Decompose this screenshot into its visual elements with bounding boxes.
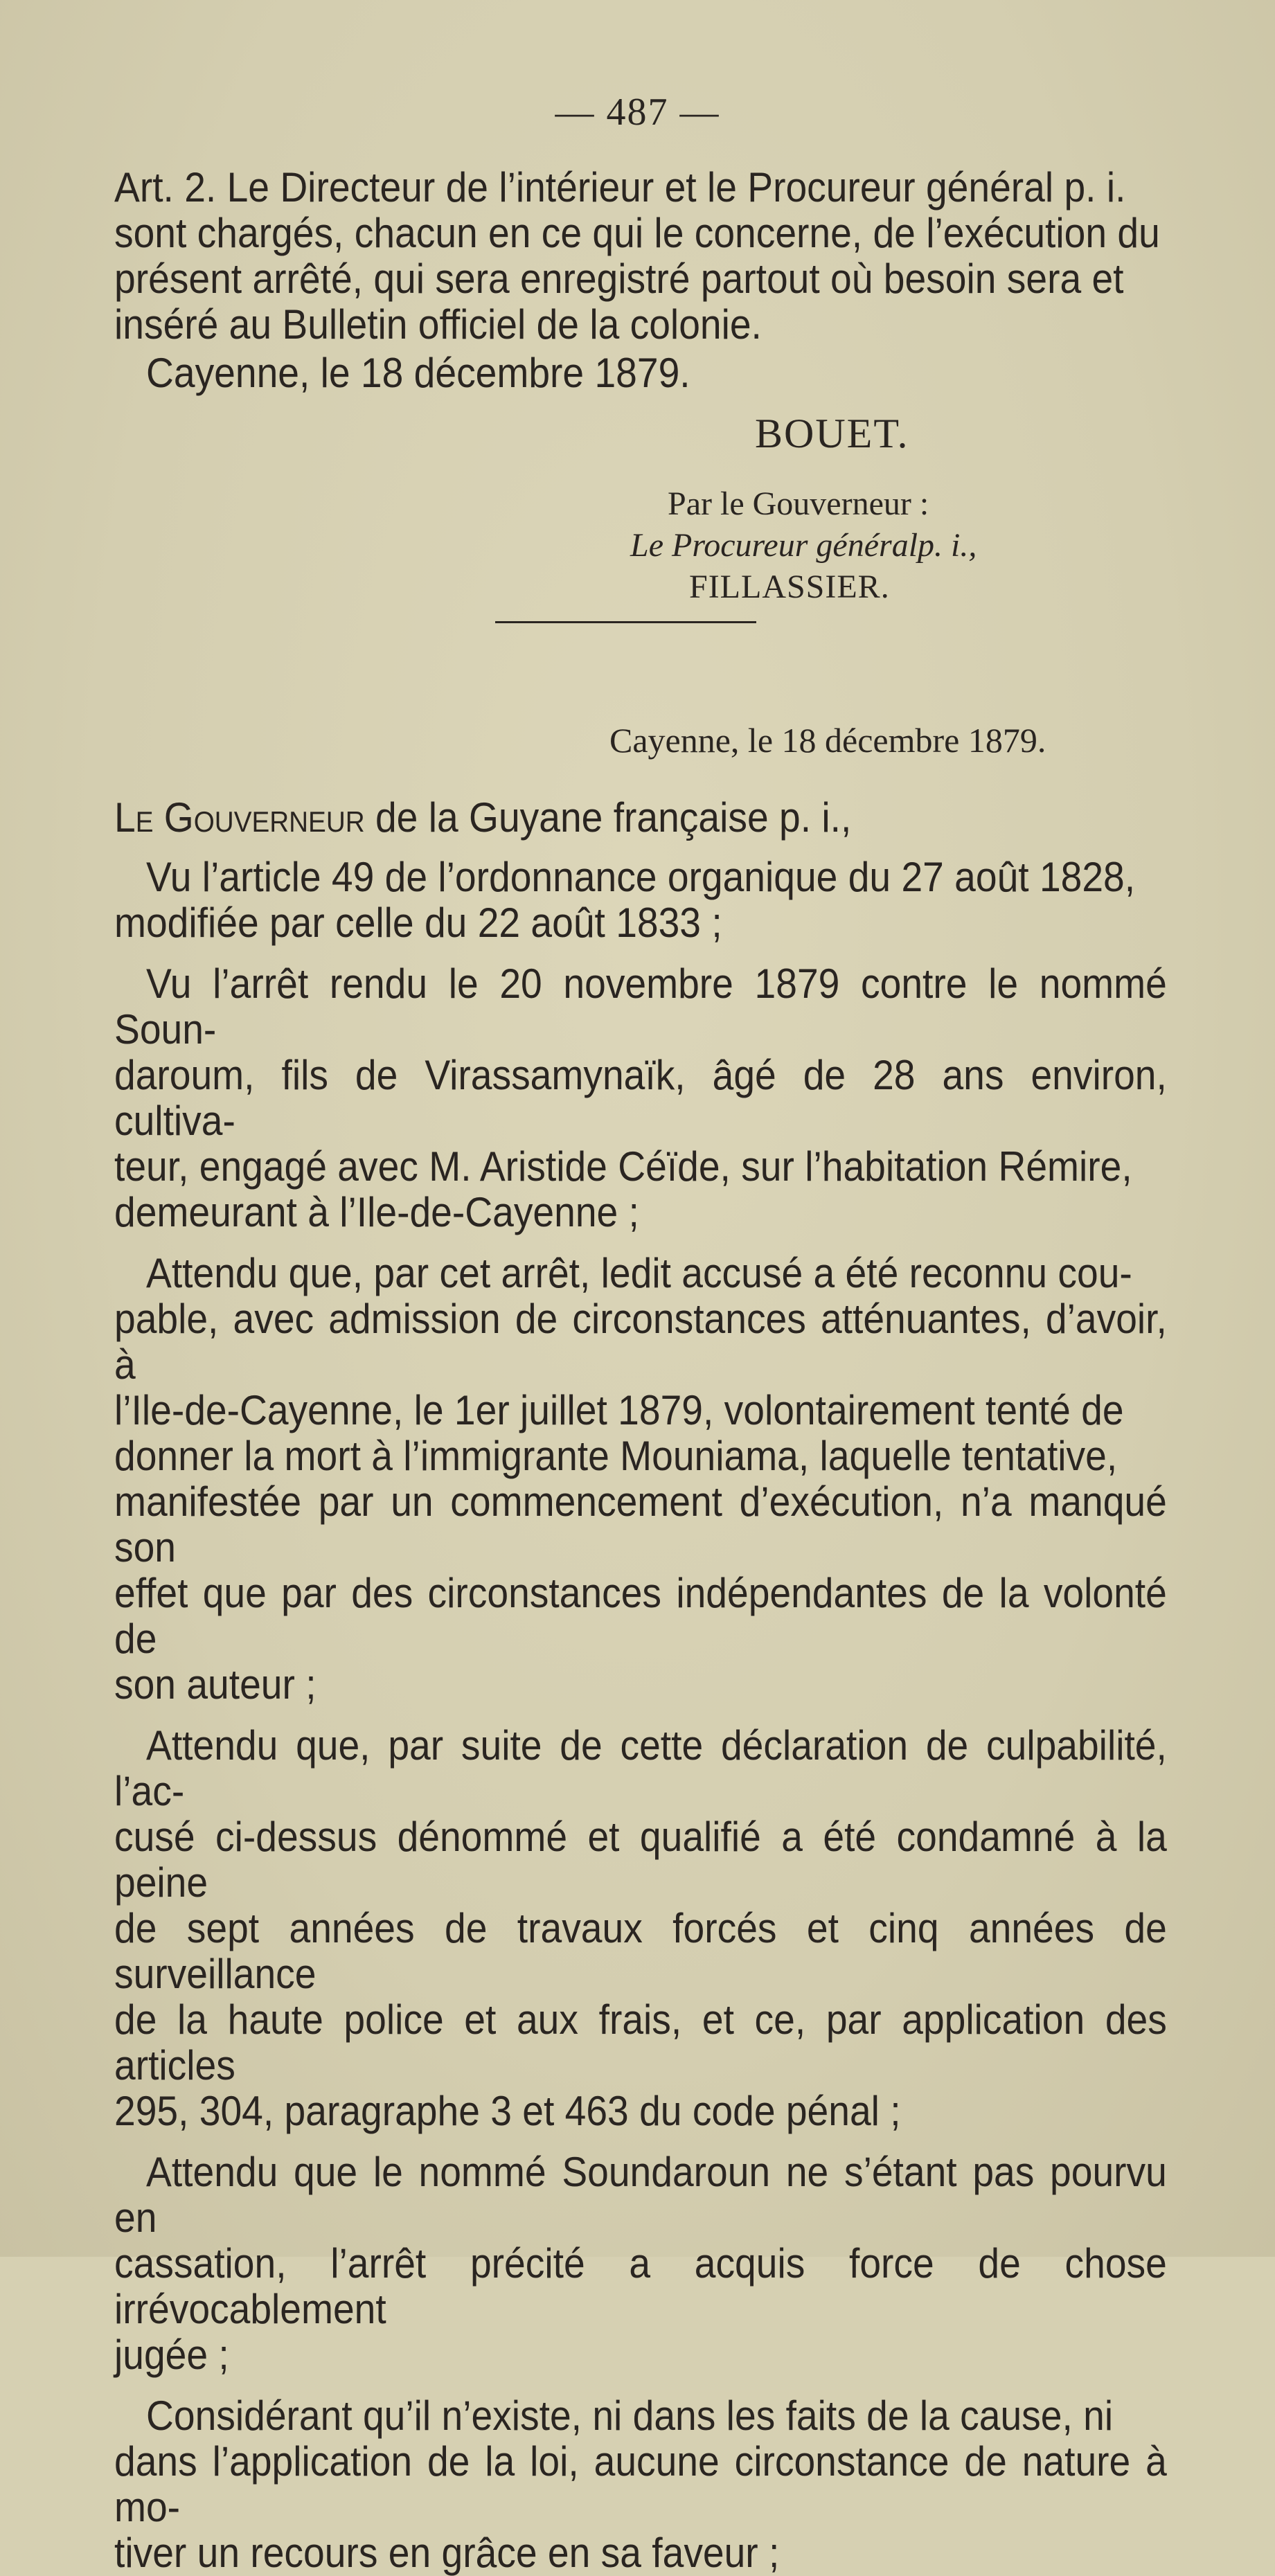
text-line: daroum, fils de Virassamynaïk, âgé de 28 ans environ, cultiva- bbox=[114, 1052, 1167, 1144]
signature-name: BOUET. bbox=[755, 411, 909, 456]
text-line: donner la mort à l’immigrante Mouniama, laquelle tentative, bbox=[114, 1433, 1118, 1479]
text-line: sont chargés, chacun en ce qui le concerne, de l’exécution du bbox=[114, 210, 1160, 256]
text-line: Vu l’article 49 de l’ordonnance organique du 27 août 1828, bbox=[146, 854, 1136, 900]
decree-body bbox=[114, 795, 1167, 2576]
decree-heading bbox=[114, 795, 1167, 841]
text-line: de sept années de travaux forcés et cinq années de surveillance bbox=[114, 1905, 1167, 1997]
article-2 bbox=[114, 165, 1167, 396]
page-number: — 487 — bbox=[555, 91, 720, 134]
text-line: Considérant qu’il n’existe, ni dans les faits de la cause, ni bbox=[146, 2392, 1114, 2439]
signature-by: Par le Gouverneur : bbox=[668, 485, 929, 522]
text-line: jugée ; bbox=[114, 2332, 229, 2378]
text-line: pable, avec admission de circonstances atténuantes, d’avoir, à bbox=[114, 1296, 1167, 1388]
text-line: son auteur ; bbox=[114, 1661, 316, 1708]
text-line: 295, 304, paragraphe 3 et 463 du code pénal ; bbox=[114, 2088, 901, 2134]
text-line: de la haute police et aux frais, et ce, par application des articles bbox=[114, 1996, 1167, 2088]
paragraph bbox=[114, 1723, 1167, 2134]
text-line: tiver un recours en grâce en sa faveur ; bbox=[114, 2530, 780, 2576]
text-line: cusé ci-dessus dénommé et qualifié a été condamné à la peine bbox=[114, 1814, 1167, 1906]
signature-role: Le Procureur généralp. i., bbox=[630, 527, 977, 564]
heading-rest: de la Guyane française p. i., bbox=[364, 794, 852, 841]
text-line: Attendu que, par cet arrêt, ledit accusé a été reconnu cou- bbox=[146, 1250, 1132, 1296]
text-line: teur, engagé avec M. Aristide Céïde, sur l’habitation Rémire, bbox=[114, 1143, 1132, 1190]
text-line: l’Ile-de-Cayenne, le 1er juillet 1879, volontairement tenté de bbox=[114, 1387, 1124, 1433]
text-line: dans l’application de la loi, aucune circonstance de nature à mo- bbox=[114, 2438, 1167, 2530]
text-line: Vu l’arrêt rendu le 20 novembre 1879 contre le nommé Soun- bbox=[114, 960, 1167, 1053]
text-line: Attendu que le nommé Soundaroun ne s’étant pas pourvu en bbox=[114, 2149, 1167, 2241]
second-date: Cayenne, le 18 décembre 1879. bbox=[609, 721, 1046, 760]
paragraph bbox=[114, 961, 1167, 1235]
heading-title: Le Gouverneur bbox=[114, 794, 365, 841]
signature-signer: FILLASSIER. bbox=[689, 569, 890, 605]
text-line: effet que par des circonstances indépendantes de la volonté de bbox=[114, 1570, 1167, 1662]
date-line: Cayenne, le 18 décembre 1879. bbox=[146, 350, 690, 396]
text-line: inséré au Bulletin officiel de la colonie. bbox=[114, 301, 762, 348]
text-line: cassation, l’arrêt précité a acquis force de chose irrévocablement bbox=[114, 2240, 1167, 2332]
paragraph bbox=[114, 2393, 1167, 2576]
text-line: présent arrêté, qui sera enregistré partout où besoin sera et bbox=[114, 256, 1124, 302]
paragraph bbox=[114, 1251, 1167, 1708]
text-line: modifiée par celle du 22 août 1833 ; bbox=[114, 900, 722, 946]
paragraph bbox=[114, 855, 1167, 946]
text-line: manifestée par un commencement d’exécution, n’a manqué son bbox=[114, 1478, 1167, 1571]
paragraph bbox=[114, 2149, 1167, 2378]
text-line: Art. 2. Le Directeur de l’intérieur et le Procureur général p. i. bbox=[114, 164, 1126, 211]
text-line: Attendu que, par suite de cette déclaration de culpabilité, l’ac- bbox=[114, 1722, 1167, 1814]
text-line: demeurant à l’Ile-de-Cayenne ; bbox=[114, 1189, 639, 1235]
separator-rule bbox=[495, 621, 756, 623]
